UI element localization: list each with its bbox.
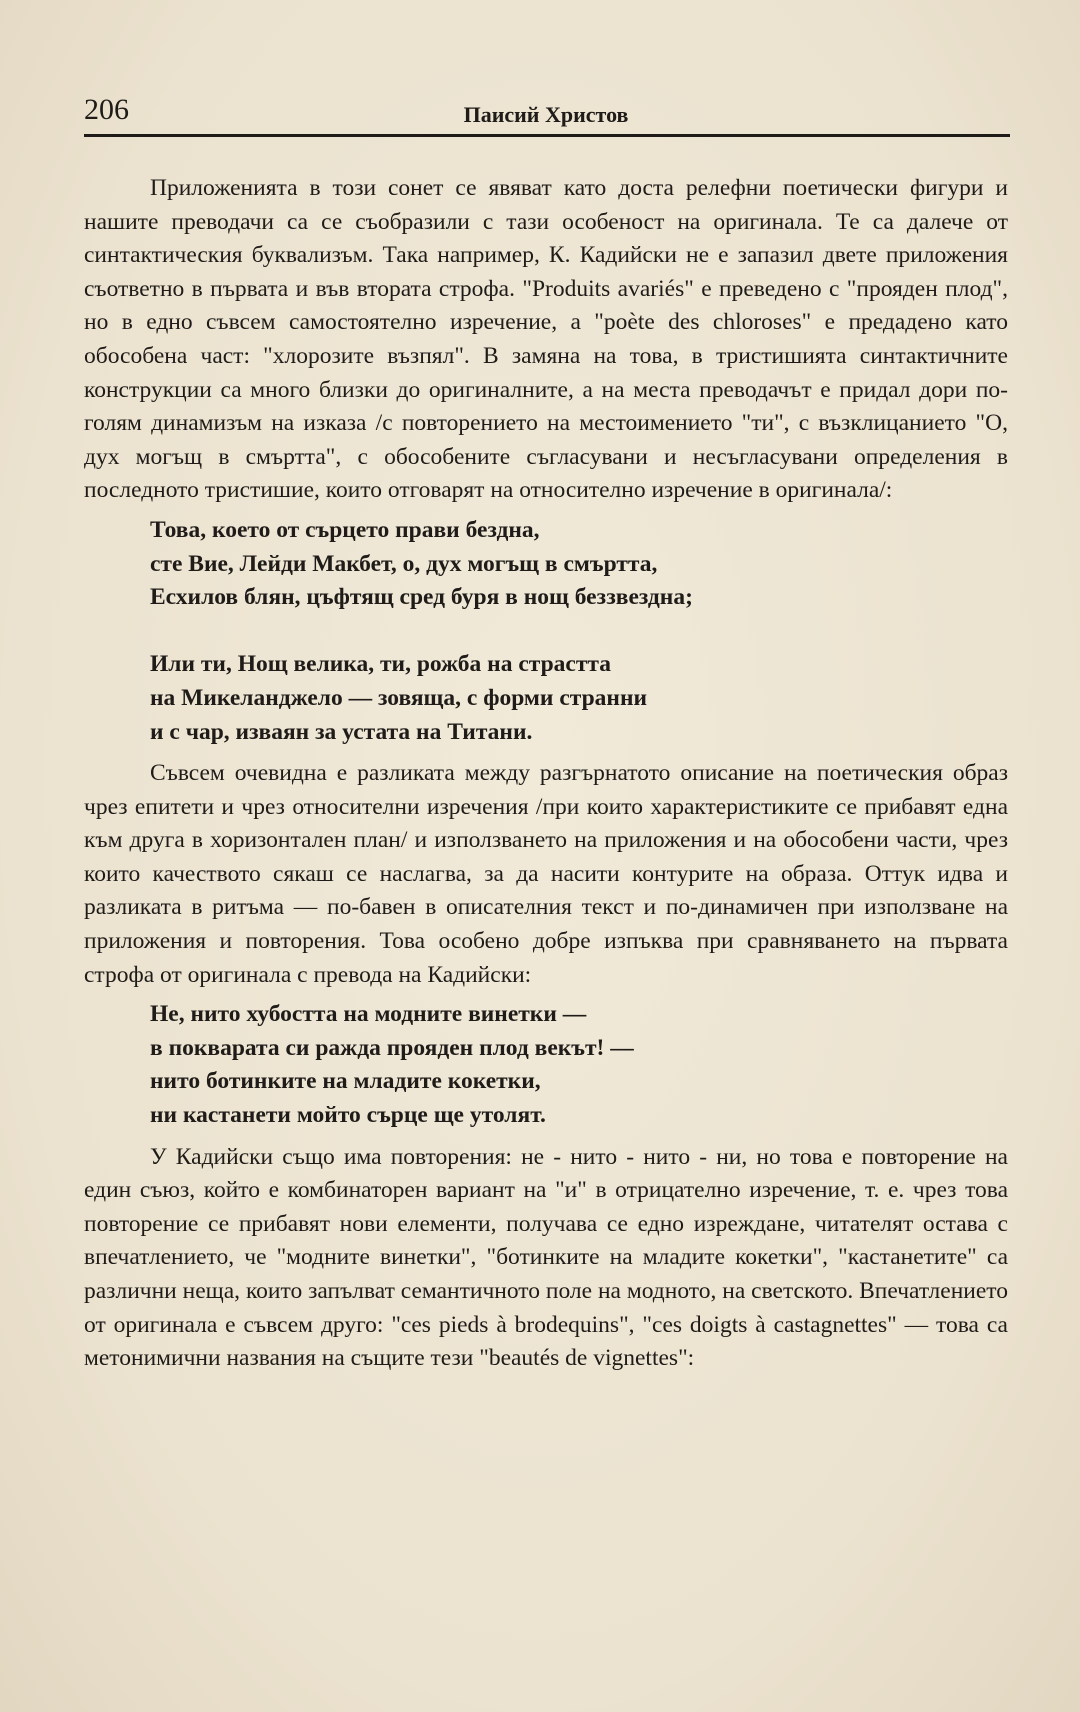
- verse-line: сте Вие, Лейди Макбет, о, дух могъщ в смъртта,: [150, 550, 658, 577]
- running-head: Паисий Христов: [463, 102, 629, 127]
- page-header: [84, 92, 1008, 136]
- verse-line: Или ти, Нощ велика, ти, рожба на страстта: [150, 651, 611, 678]
- verse-line: нито ботинките на младите кокетки,: [150, 1068, 541, 1095]
- verse-line: Не, нито хубостта на модните винетки —: [150, 1001, 587, 1028]
- paragraph-3: У Кадийски също има повторения: не - нито - нито - ни, но това е повторение на един съюз, който е комбинаторен вариант на "и" в отрицателно изречение, т. е. чрез това повторение се прибавят нови елементи, получава се едно изреждане, читателят остава с впечатлението, че "модните винетки", "ботинките на младите кокетки", "кастанетите" са различни неща, които запълват семантичното поле на модното, на светското. Впечатлението от оригинала е съвсем друго: "ces pieds à brodequins", "ces doigts à castagnettes" — това са метонимични названия на същите тези "beautés de vignettes":: [84, 1143, 1008, 1372]
- verse-line: ни кастанети мойто сърце ще утолят.: [150, 1102, 546, 1129]
- verse-line: и с чар, изваян за устата на Титани.: [150, 718, 533, 745]
- verse-quote-1: [150, 514, 1008, 749]
- page-number: 206: [84, 93, 129, 126]
- stanza-gap: [150, 615, 1008, 649]
- paragraph-1: Приложенията в този сонет се явяват като доста релефни поетически фигури и нашите преводачи са се съобразили с тази особеност на оригинала. Те са далече от синтактическия буквализъм. Така например, К. Кадийски не е запазил двете приложения съответно в първата и във втората строфа. "Produits avariés" е преведено с "прояден плод", но в едно съвсем самостоятелно изречение, а "poète des chloroses" е предадено като обособена част: "хлорозите възпял". В замяна на това, в тристишията синтактичните конструкции са много близки до оригиналните, а на места преводачът е придал дори по-голям динамизъм на изказа /с повторението на местоимението "ти", с възклицанието "О, дух могъщ в смъртта", с обособените съгласувани и несъгласувани определения в последното тристишие, които отговарят на относително изречение в оригинала/:: [84, 175, 1008, 504]
- verse-line: Това, което от сърцето прави бездна,: [150, 516, 540, 543]
- verse-quote-2: [150, 998, 1008, 1132]
- verse-line: Есхилов блян, цъфтящ сред буря в нощ беззвездна;: [150, 584, 693, 611]
- verse-line: на Микеланджело — зовяща, с форми странни: [150, 684, 648, 711]
- header-rule: [84, 134, 1010, 137]
- verse-line: в покварата си ражда прояден плод векът! —: [150, 1034, 634, 1061]
- paragraph-2: Съвсем очевидна е разликата между разгърнатото описание на поетическия образ чрез епитети и чрез относителни изречения /при които характеристиките се прибавят една към друга в хоризонтален план/ и използването на приложения и на обособени части, чрез които качеството сякаш се наслагва, за да насити контурите на образа. Оттук идва и разликата в ритъма — по-бавен в описателния текст и по-динамичен при използване на приложения и повторения. Това особено добре изпъква при сравняването на първата строфа от оригинала с превода на Кадийски:: [84, 760, 1008, 988]
- body-text: [84, 172, 1008, 1376]
